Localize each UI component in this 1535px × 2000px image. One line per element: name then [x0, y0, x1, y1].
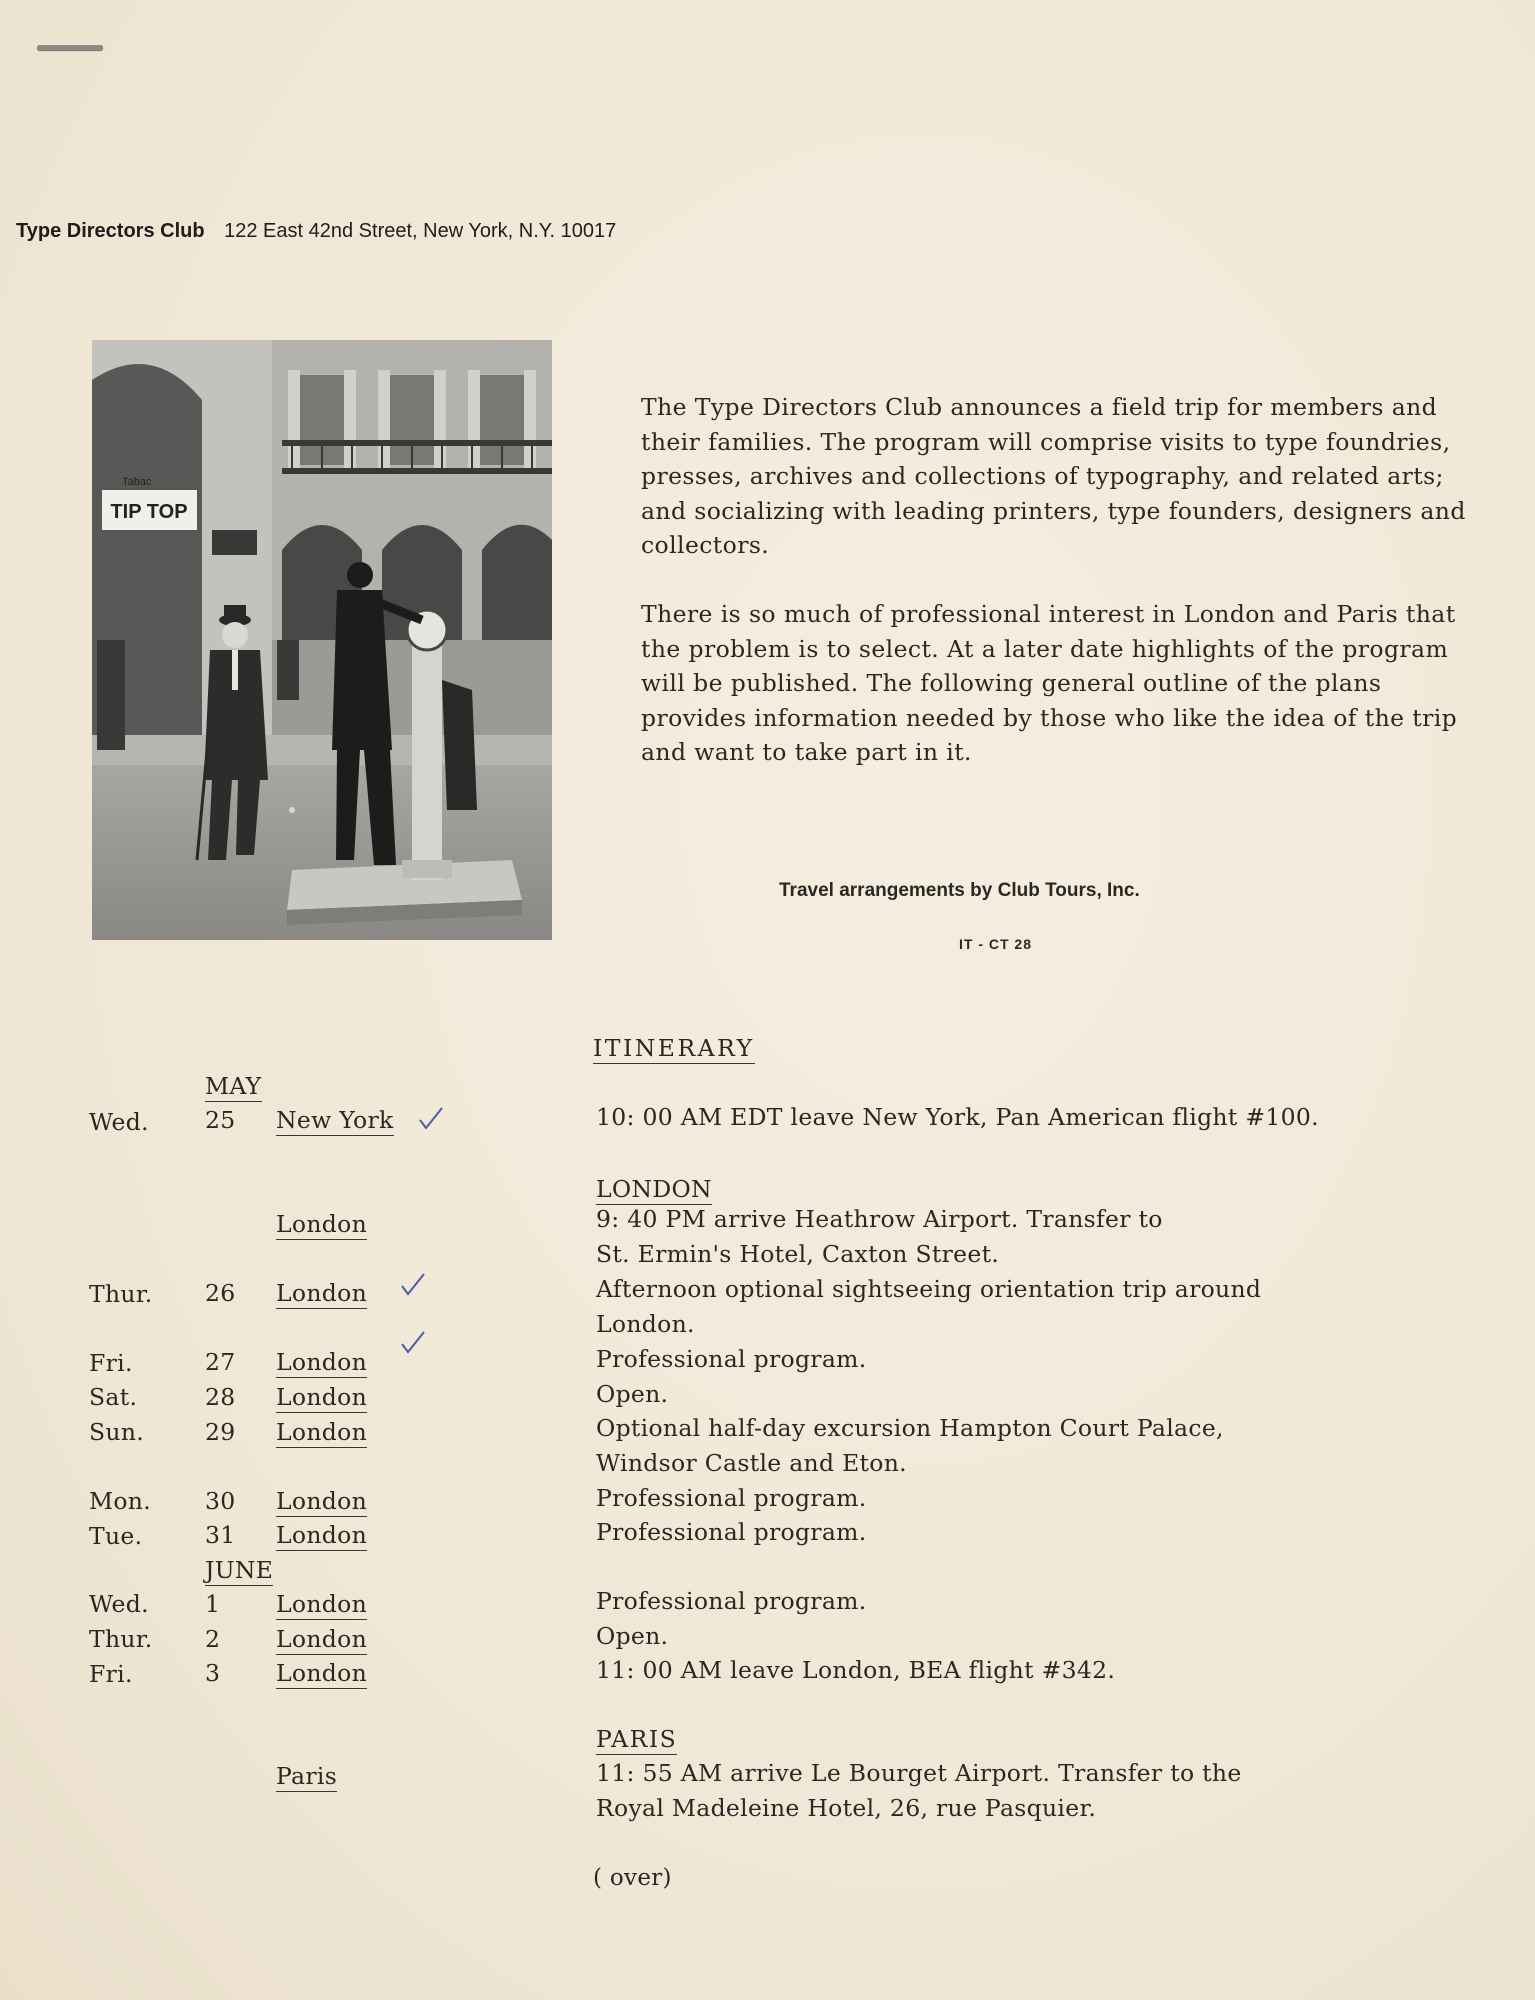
row-day: Thur. [89, 1625, 153, 1653]
row-city: London [276, 1279, 368, 1307]
row-city: London [276, 1487, 368, 1515]
row-description: Professional program. [596, 1518, 867, 1546]
row-date: 28 [205, 1383, 236, 1411]
row-date: 26 [205, 1279, 236, 1307]
row-day: Fri. [89, 1660, 133, 1688]
row-description: Afternoon optional sightseeing orientation trip around [596, 1275, 1262, 1303]
row-date: 1 [205, 1590, 221, 1618]
club-name: Type Directors Club [16, 220, 205, 242]
tabac-sign: Tabac [122, 476, 152, 488]
row-date: 31 [205, 1521, 236, 1549]
row-description: Optional half-day excursion Hampton Court Palace, [596, 1414, 1224, 1442]
section-paris: PARIS [596, 1725, 678, 1753]
row-description: London. [596, 1310, 695, 1338]
row-city: London [276, 1418, 368, 1446]
row-city: London [276, 1659, 368, 1687]
row-city: London [276, 1625, 368, 1653]
row-day: Sun. [89, 1418, 145, 1446]
tip-top-sign: TIP TOP [110, 501, 188, 523]
row-description: 10: 00 AM EDT leave New York, Pan American flight #100. [596, 1103, 1319, 1131]
row-day: Fri. [89, 1349, 133, 1377]
row-date: 29 [205, 1418, 236, 1446]
check-mark-icon [400, 1330, 426, 1356]
check-mark-icon [418, 1106, 444, 1132]
row-description: 9: 40 PM arrive Heathrow Airport. Transfer to [596, 1205, 1163, 1233]
row-description: Professional program. [596, 1345, 867, 1373]
row-city: London [276, 1383, 368, 1411]
month-june: JUNE [205, 1556, 274, 1584]
tour-code: IT - CT 28 [959, 936, 1033, 952]
photo-illustration [92, 340, 552, 940]
row-city: London [276, 1348, 368, 1376]
row-day: Wed. [89, 1590, 149, 1618]
section-london: LONDON [596, 1175, 712, 1203]
row-day: Thur. [89, 1280, 153, 1308]
itinerary-title: ITINERARY [593, 1034, 755, 1062]
row-day: Tue. [89, 1522, 143, 1550]
row-description: Open. [596, 1622, 669, 1650]
row-date: 30 [205, 1487, 236, 1515]
intro-paragraph-2: There is so much of professional interest in London and Paris that the problem is to select. At a later date highlights of the program will be published. The following general outline of the plans provides information needed by those who like the idea of the trip and want to take part in it. [641, 599, 1458, 767]
row-city: London [276, 1210, 368, 1238]
row-description: 11: 55 AM arrive Le Bourget Airport. Transfer to the [596, 1759, 1242, 1787]
row-date: 25 [205, 1106, 236, 1134]
row-description: Professional program. [596, 1587, 867, 1615]
row-description: Windsor Castle and Eton. [596, 1449, 907, 1477]
club-address: 122 East 42nd Street, New York, N.Y. 10017 [224, 220, 617, 242]
over-note: ( over) [593, 1865, 672, 1891]
intro-paragraph-1: The Type Directors Club announces a field trip for members and their families. The program will comprise visits to type foundries, presses, archives and collections of typography, and related arts; and socializing with leading printers, type founders, designers and collectors. [641, 393, 1466, 560]
row-city: New York [276, 1106, 394, 1134]
row-description: Open. [596, 1380, 669, 1408]
month-may: MAY [205, 1072, 262, 1100]
letterhead [16, 220, 616, 243]
row-day: Sat. [89, 1383, 138, 1411]
row-city: Paris [276, 1762, 338, 1790]
row-day: Wed. [89, 1108, 149, 1136]
row-city: London [276, 1590, 368, 1618]
row-day: Mon. [89, 1487, 152, 1515]
row-description: Royal Madeleine Hotel, 26, rue Pasquier. [596, 1794, 1097, 1822]
street-photo [92, 340, 552, 940]
check-mark-icon [400, 1272, 426, 1298]
row-date: 3 [205, 1659, 221, 1687]
staple-mark [37, 45, 103, 50]
row-date: 27 [205, 1348, 236, 1376]
row-description: Professional program. [596, 1484, 867, 1512]
announcement-text [641, 390, 1471, 770]
row-description: 11: 00 AM leave London, BEA flight #342. [596, 1656, 1116, 1684]
travel-arrangements-note: Travel arrangements by Club Tours, Inc. [779, 880, 1140, 901]
row-date: 2 [205, 1625, 221, 1653]
row-description: St. Ermin's Hotel, Caxton Street. [596, 1240, 1000, 1268]
row-city: London [276, 1521, 368, 1549]
